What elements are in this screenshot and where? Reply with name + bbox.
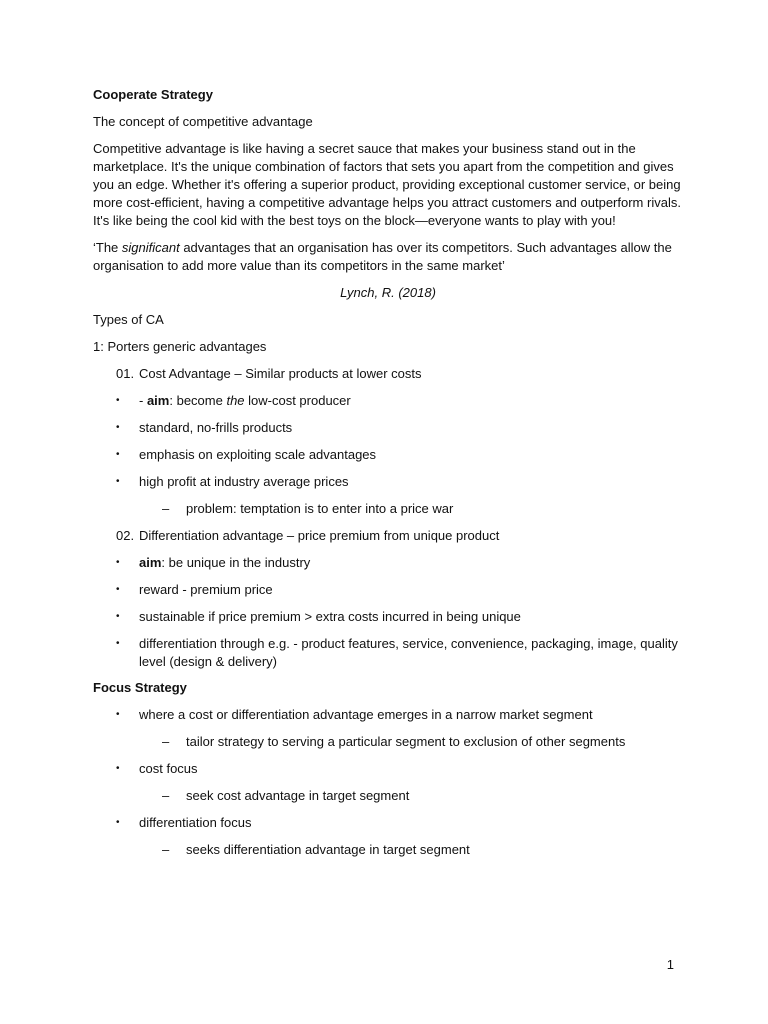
focus-heading: Focus Strategy — [93, 680, 187, 695]
text-bold: aim — [146, 393, 170, 408]
sub-list-item — [162, 733, 683, 751]
types-heading: Types of CA — [93, 312, 164, 327]
text-suffix: : be unique in the industry — [161, 555, 311, 570]
list-item — [116, 473, 683, 491]
numbered-item-differentiation-advantage — [116, 527, 683, 545]
list-item-text: cost focus — [139, 761, 198, 776]
bullet-icon: • — [116, 557, 120, 568]
document-body — [93, 86, 683, 868]
text-prefix: - — [139, 393, 147, 408]
list-item-text: differentiation focus — [139, 815, 252, 830]
list-item-text — [139, 392, 351, 410]
bullet-icon: • — [116, 611, 120, 622]
dash-icon: – — [162, 842, 170, 857]
list-item — [116, 554, 683, 572]
list-item-text: high profit at industry average prices — [139, 474, 349, 489]
sub-list-item-text: problem: temptation is to enter into a price war — [186, 501, 454, 516]
page-number: 1 — [666, 957, 674, 972]
list-item — [116, 760, 683, 778]
sub-list-item — [162, 500, 683, 518]
intro-paragraph: Competitive advantage is like having a secret sauce that makes your business stand out in the marketplace. It's the unique combination of factors that sets you apart from the competition and gives you an edge. Whether it's offering a superior product, providing exceptional customer service, or being more cost-efficient, having a competitive advantage helps you attract customers and outperform rivals. It's like being the cool kid with the best toys on the block—everyone wants to play with you! — [93, 141, 681, 228]
bullet-icon: • — [116, 709, 120, 720]
list-item — [116, 581, 683, 599]
sub-list-item-text: seeks differentiation advantage in target segment — [186, 842, 470, 857]
item-text: Cost Advantage – Similar products at lower costs — [139, 366, 422, 381]
list-item — [116, 419, 683, 437]
list-item-text: sustainable if price premium > extra costs incurred in being unique — [139, 609, 521, 624]
list-item-text: reward - premium price — [139, 582, 273, 597]
list-item-text — [139, 554, 310, 572]
bullet-icon: • — [116, 817, 120, 828]
citation: Lynch, R. (2018) — [340, 285, 436, 300]
list-item — [116, 608, 683, 626]
dash-icon: – — [162, 788, 170, 803]
bullet-icon: • — [116, 638, 120, 649]
sub-list-item-text: seek cost advantage in target segment — [186, 788, 410, 803]
section-subtitle: The concept of competitive advantage — [93, 114, 313, 129]
sub-list-item — [162, 787, 683, 805]
bullet-icon: • — [116, 476, 120, 487]
bullet-icon: • — [116, 422, 120, 433]
text-bold: aim — [139, 555, 162, 570]
quote-rest: advantages that an organisation has over its competitors. Such advantages allow the organisation to add more value than its competitors in the same market’ — [93, 240, 672, 273]
bullet-icon: • — [116, 395, 120, 406]
text-italic: the — [226, 393, 245, 408]
bullet-icon: • — [116, 449, 120, 460]
numbered-item-cost-advantage — [116, 365, 683, 383]
document-title: Cooperate Strategy — [93, 87, 213, 102]
list-item-text: standard, no-frills products — [139, 420, 293, 435]
quote-open: ‘The — [93, 240, 122, 255]
sub-list-item — [162, 841, 683, 859]
text-suffix: low-cost producer — [244, 393, 351, 408]
dash-icon: – — [162, 501, 170, 516]
list-item-text: where a cost or differentiation advantage emerges in a narrow market segment — [139, 707, 593, 722]
list-item-text: differentiation through e.g. - product features, service, convenience, packaging, image, quality level (design & delivery) — [139, 636, 678, 669]
list-item — [116, 446, 683, 464]
dash-icon: – — [162, 734, 170, 749]
item-number: 02. — [116, 528, 135, 543]
item-text: Differentiation advantage – price premium from unique product — [139, 528, 500, 543]
porters-heading: 1: Porters generic advantages — [93, 339, 267, 354]
quote-emphasis: significant — [121, 240, 180, 255]
definition-quote — [93, 239, 683, 275]
list-item — [116, 706, 683, 724]
list-item — [116, 392, 683, 410]
list-item — [116, 814, 683, 832]
item-number: 01. — [116, 366, 135, 381]
sub-list-item-text: tailor strategy to serving a particular segment to exclusion of other segments — [186, 734, 626, 749]
bullet-icon: • — [116, 763, 120, 774]
list-item — [116, 635, 683, 671]
bullet-icon: • — [116, 584, 120, 595]
text-middle: : become — [169, 393, 227, 408]
list-item-text: emphasis on exploiting scale advantages — [139, 447, 377, 462]
